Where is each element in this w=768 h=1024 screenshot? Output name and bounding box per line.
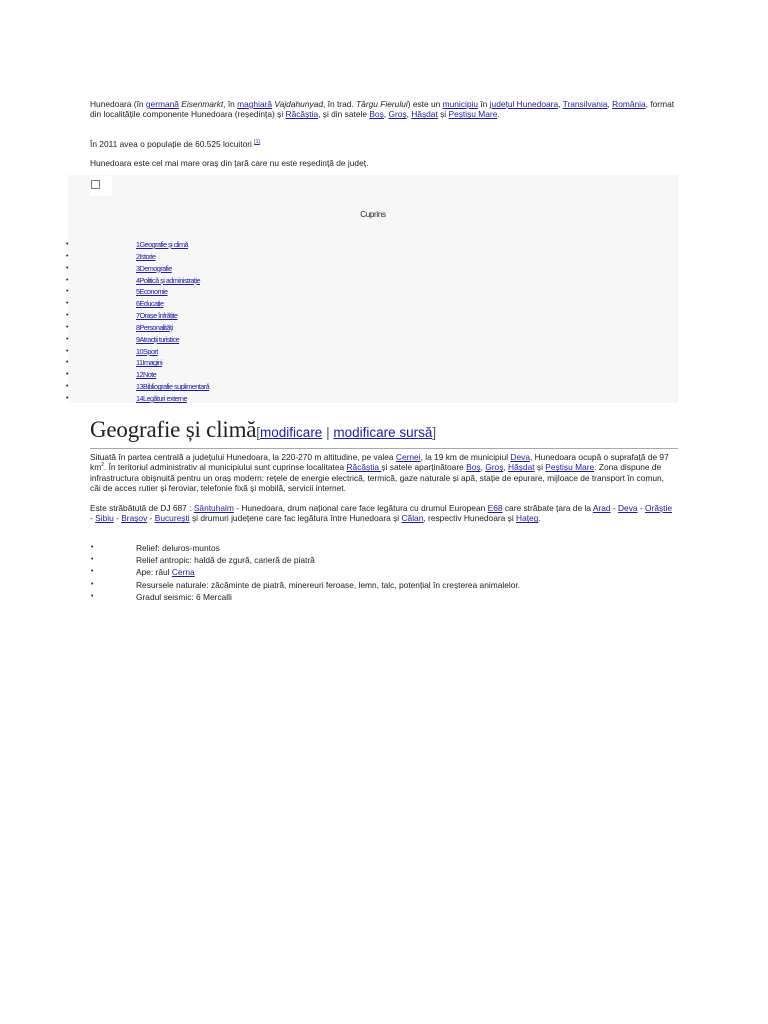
intro-text: . xyxy=(497,109,500,120)
toc-item-link[interactable]: 14Legături externe xyxy=(136,393,187,403)
toc-item-link[interactable]: 7Orașe înfrățite xyxy=(136,311,178,321)
intro-text: în xyxy=(478,99,490,109)
geo-text: . În teritoriul administrativ al municipiului sunt cuprinse localitatea xyxy=(103,462,347,473)
section-title: Geografie și climă xyxy=(90,417,257,442)
bullet: • xyxy=(66,276,68,284)
link-deva[interactable]: Deva xyxy=(510,452,530,462)
bullet: • xyxy=(66,252,68,260)
bullet: • xyxy=(66,241,68,248)
intro-text: , în xyxy=(223,99,238,109)
link-pestisu-mare[interactable]: Peștișu Mare xyxy=(448,109,498,120)
bullet: • xyxy=(66,371,68,379)
reference-link[interactable]: [1] xyxy=(254,139,260,146)
intro-text: , în trad. xyxy=(322,99,357,109)
toc-item-link[interactable]: 9Atracții turistice xyxy=(136,334,180,344)
toc-toggle-checkbox[interactable] xyxy=(91,180,100,189)
geo-text: , Hunedoara ocupă o suprafață de 97 km xyxy=(90,452,669,473)
intro-name: Hunedoara xyxy=(90,99,132,109)
geo-text: . Zona dispune de infrastructura obișnuită pentru un oraș modern: rețele de energie electrică, termică, gaze naturale și apă, stație de epurare, mijloace de transport în comun, căi de acces rutier și feroviar, telefonie fixă și mobilă, servicii internet. xyxy=(90,462,664,494)
toc-item xyxy=(0,369,768,381)
toc-item xyxy=(0,286,768,298)
hungarian-name: Vajdahunyad xyxy=(274,99,323,109)
bracket-close: ] xyxy=(432,425,437,440)
link-judetul-hunedoara[interactable]: județul Hunedoara xyxy=(489,99,559,109)
superscript: 2 xyxy=(101,462,104,469)
roads-text: - xyxy=(90,513,96,524)
toc-item xyxy=(0,275,768,287)
geo-text: Situată în partea centrală a județului Hunedoara, la 220-270 m altitudine, pe valea xyxy=(90,452,396,462)
roads-text: , respectiv Hunedoara și xyxy=(423,513,517,524)
toc-item xyxy=(0,251,768,263)
roads-text: - xyxy=(113,513,122,524)
toc-item xyxy=(0,322,768,334)
geo-text: și xyxy=(534,462,546,473)
link-pestisu-mare[interactable]: Peștișu Mare xyxy=(545,462,595,473)
edit-links xyxy=(256,425,436,440)
intro-text: , format din localitățile componente Hunedoara (reședința) și xyxy=(90,99,675,120)
bullet: • xyxy=(66,288,68,296)
bullet: • xyxy=(91,568,94,576)
toc-item-link[interactable]: 13Bibliografie suplimentară xyxy=(136,382,210,392)
bullet: • xyxy=(66,335,68,343)
toc-item xyxy=(0,357,768,369)
toc-item-link[interactable]: 3Demografie xyxy=(136,263,172,273)
trad-name: Târgu Fierului xyxy=(356,99,408,109)
roads-text: care străbate țara de la xyxy=(502,503,593,513)
ape-text: Ape: râul xyxy=(136,567,172,578)
bracket-open: [ xyxy=(256,425,261,440)
geography-paragraph xyxy=(90,452,675,494)
link-bucuresti[interactable]: București xyxy=(154,513,190,524)
bullet: • xyxy=(91,556,94,564)
link-germana[interactable]: germană xyxy=(145,99,179,109)
list-item xyxy=(0,579,768,591)
roads-text: Este străbătută de DJ 687 : xyxy=(90,503,194,513)
toc-item-link[interactable]: 6Educație xyxy=(136,299,164,309)
bullet: • xyxy=(66,300,68,308)
bullet: • xyxy=(66,394,68,402)
link-gros[interactable]: Groș xyxy=(388,109,407,120)
relief-antropic-text: Relief antropic: haldă de zgură, carieră de piatră xyxy=(136,555,315,566)
bullet: • xyxy=(91,592,94,600)
link-arad[interactable]: Arad xyxy=(592,503,611,513)
toc-item xyxy=(0,393,768,405)
link-hasdat[interactable]: Hășdat xyxy=(508,462,535,473)
edit-link[interactable]: modificare xyxy=(260,425,323,440)
link-bos[interactable]: Boș xyxy=(466,462,481,473)
list-item xyxy=(0,542,768,554)
toc-item-link[interactable]: 11Imagini xyxy=(136,358,163,368)
bullet: • xyxy=(66,323,68,331)
bullet: • xyxy=(66,383,68,391)
link-cernei[interactable]: Cernei xyxy=(395,452,421,462)
list-item xyxy=(0,591,768,603)
link-maghiara[interactable]: maghiară xyxy=(237,99,273,109)
list-item xyxy=(0,554,768,566)
ape-line xyxy=(136,566,195,578)
toc-list xyxy=(0,239,768,405)
intro-text: , și din satele xyxy=(318,109,370,120)
link-brasov[interactable]: Brașov xyxy=(121,513,148,524)
link-racastia[interactable]: Răcăștia xyxy=(346,462,382,473)
toc-item xyxy=(0,334,768,346)
toc-item-link[interactable]: 1Geografie și climă xyxy=(136,240,189,249)
link-santuhalm[interactable]: Sântuhalm xyxy=(193,503,234,513)
link-deva[interactable]: Deva xyxy=(618,503,638,513)
toc-item-link[interactable]: 10Sport xyxy=(136,346,158,356)
geo-text: și satele aparținătoare xyxy=(381,462,467,473)
section-heading xyxy=(90,416,678,449)
intro-text: , xyxy=(607,99,613,109)
seismic-text: Gradul seismic: 6 Mercalli xyxy=(136,591,232,602)
link-orastie[interactable]: Orăștie xyxy=(645,503,673,513)
link-sibiu[interactable]: Sibiu xyxy=(95,513,114,524)
geo-text: , la 19 km de municipiul xyxy=(420,452,511,462)
geo-text: , xyxy=(503,462,509,473)
roads-paragraph xyxy=(90,503,675,524)
edit-source-link[interactable]: modificare sursă xyxy=(333,425,433,440)
roads-text: - Hunedoara, drum național care face legătura cu drumul European xyxy=(233,503,488,513)
link-hasdat[interactable]: Hășdat xyxy=(411,109,438,120)
roads-text: - xyxy=(637,503,646,513)
intro-text: , xyxy=(383,109,389,120)
link-racastia[interactable]: Răcăștia xyxy=(285,109,319,120)
link-cerna[interactable]: Cerna xyxy=(171,567,195,578)
link-transilvania[interactable]: Transilvania xyxy=(562,99,608,109)
relief-text: Relief: deluros-muntos xyxy=(136,543,220,553)
toc-item xyxy=(0,310,768,322)
bullet: • xyxy=(91,580,94,588)
toc-item xyxy=(0,346,768,358)
edit-separator: | xyxy=(322,425,334,440)
german-name: Eisenmarkt xyxy=(181,99,224,109)
bullet: • xyxy=(66,347,68,355)
roads-text: . xyxy=(538,513,541,524)
toc-title: Cuprins xyxy=(360,210,386,219)
population-text: În 2011 avea o populație de 60.525 locuitori xyxy=(90,139,252,149)
bullet: • xyxy=(66,312,68,320)
intro-text: , xyxy=(558,99,563,109)
bullet: • xyxy=(66,359,68,367)
toc-item-link[interactable]: 8Personalități xyxy=(136,322,173,332)
bullet: • xyxy=(66,264,68,272)
intro-text: ) este un xyxy=(407,99,443,109)
link-bos[interactable]: Boș xyxy=(369,109,384,120)
intro-text: (în xyxy=(131,99,146,109)
facts-list xyxy=(0,542,768,603)
intro-text: și xyxy=(437,109,449,120)
fact-paragraph: Hunedoara este cel mai mare oraș din țară care nu este reședință de județ. xyxy=(90,158,369,168)
toc-item-link[interactable]: 4Politică și administrație xyxy=(136,275,200,285)
toc-item-link[interactable]: 2Istorie xyxy=(136,251,156,261)
roads-text: și drumuri județene care fac legătura între Hunedoara și xyxy=(189,513,402,524)
link-e68[interactable]: E68 xyxy=(487,503,503,513)
toc-item xyxy=(0,263,768,275)
link-municipiu[interactable]: municipiu xyxy=(442,99,479,109)
link-calan[interactable]: Călan xyxy=(401,513,424,524)
bullet: • xyxy=(91,544,94,551)
geo-text: , xyxy=(480,462,486,473)
roads-text: - xyxy=(610,503,618,513)
toc-item xyxy=(0,239,768,251)
roads-text: - xyxy=(147,513,155,524)
toc-item-link[interactable]: 5Economie xyxy=(136,287,168,297)
list-item xyxy=(0,566,768,578)
population-paragraph xyxy=(90,139,260,149)
intro-text: , xyxy=(406,109,412,120)
link-hateg[interactable]: Hațeg xyxy=(516,513,539,524)
link-romania[interactable]: România xyxy=(612,99,646,109)
resurse-text: Resursele naturale: zăcăminte de piatră, minereuri feroase, lemn, talc, potențial în creșterea animalelor. xyxy=(136,579,521,590)
toc-item xyxy=(0,381,768,393)
toc-item-link[interactable]: 12Note xyxy=(136,370,157,380)
link-gros[interactable]: Groș xyxy=(485,462,504,473)
intro-paragraph xyxy=(90,99,675,120)
toc-item xyxy=(0,298,768,310)
